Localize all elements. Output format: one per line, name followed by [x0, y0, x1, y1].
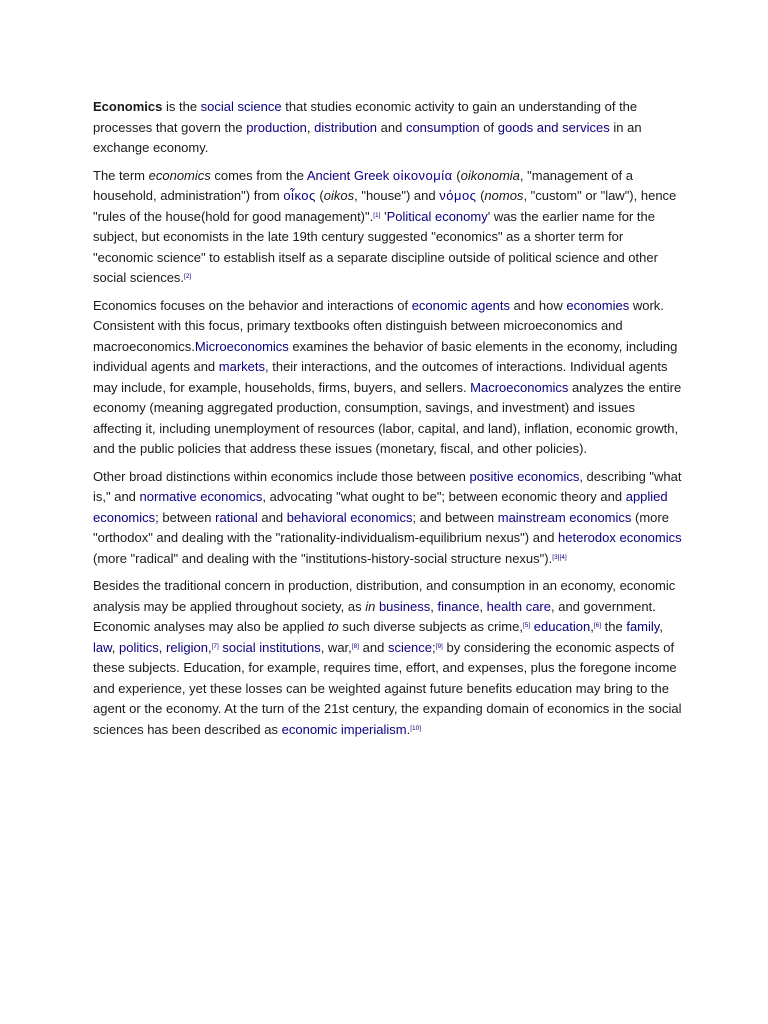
link-greek-nomos[interactable]: νόμος: [439, 188, 477, 203]
citation-7[interactable]: [7]: [211, 642, 219, 650]
paragraph-distinctions: Other broad distinctions within economics include those between positive economics, describing "what is," and normative economics, advocating "what ought to be"; between economic theory and applied economics; between rational and behavioral economics; and between mainstream economics (more "orthodox" and dealing with the "rationality-individualism-equilibrium nexus") and heterodox economics (more "radical" and dealing with the "institutions-history-social structure nexus").[3][4]: [93, 468, 682, 566]
link-ancient-greek[interactable]: Ancient Greek: [306, 167, 390, 183]
link-macroeconomics[interactable]: Macroeconomics: [470, 379, 569, 395]
link-economic-imperialism[interactable]: economic imperialism: [281, 721, 407, 737]
link-normative-economics[interactable]: normative economics: [139, 489, 263, 504]
citation-3[interactable]: [3]: [552, 553, 560, 561]
link-mainstream-economics[interactable]: mainstream economics: [497, 509, 632, 525]
citation-10[interactable]: [10]: [410, 724, 422, 732]
link-law[interactable]: law: [93, 639, 112, 655]
term-economics: economics: [148, 167, 211, 183]
link-economic-agents[interactable]: economic agents: [411, 297, 510, 313]
link-health-care[interactable]: health care: [486, 598, 551, 614]
citation-1[interactable]: [1]: [373, 211, 381, 219]
term-nomos: nomos: [484, 188, 524, 203]
term-oikonomia: oikonomia: [460, 167, 520, 183]
citation-4[interactable]: [4]: [559, 553, 567, 561]
link-applied-economics[interactable]: applied economics: [93, 489, 668, 525]
link-economies[interactable]: economies: [566, 297, 630, 313]
citation-9[interactable]: [9]: [435, 642, 443, 650]
article-body: [93, 97, 683, 747]
link-greek-oikonomia[interactable]: οἰκονομία: [392, 167, 453, 183]
link-religion[interactable]: religion: [166, 639, 208, 655]
citation-6[interactable]: [6]: [593, 622, 602, 629]
paragraph-micro-macro: Economics focuses on the behavior and interactions of economic agents and how economies work. Consistent with this focus, primary textbooks often distinguish between microeconomics and macroeconomics.Microeconomics examines the behavior of basic elements in the economy, including individual agents and markets, their interactions, and the outcomes of interactions. Individual agents may include, for example, households, firms, buyers, and sellers. Macroeconomics analyzes the entire economy (meaning aggregated production, consumption, savings, and investment) and issues affecting it, including unemployment of resources (labor, capital, and land), inflation, economic growth, and the public policies that address these issues (monetary, fiscal, and other policies).: [93, 297, 682, 456]
link-science[interactable]: science: [387, 639, 433, 655]
citation-8[interactable]: [8]: [351, 642, 360, 650]
link-family[interactable]: family: [626, 619, 660, 634]
citation-5[interactable]: [5]: [522, 622, 531, 629]
link-education[interactable]: education: [533, 619, 591, 634]
paragraph-intro: Economics is the social science that studies economic activity to gain an understanding of the processes that govern the production, distribution and consumption of goods and services in an exchange economy.: [93, 99, 642, 155]
article-title: Economics: [93, 99, 163, 114]
link-microeconomics[interactable]: Microeconomics: [194, 338, 289, 354]
emphasis-to: to: [327, 619, 339, 634]
paragraph-applications: Besides the traditional concern in production, distribution, and consumption in an economy, economic analysis may be applied throughout society, as in business, finance, health care, and government. Economic analyses may also be applied to such diverse subjects as crime,[5] education,[6] the family, law, politics, religion,[7] social institutions, war,[8] and science;[9] by considering the economic aspects of these subjects. Education, for example, requires time, effort, and expenses, plus the foregone income and experience, yet these losses can be weighted against future benefits education may bring to the agent or the economy. At the turn of the 21st century, the expanding domain of economics in the social sciences has been described as economic imperialism.[10]: [93, 578, 682, 737]
paragraph-etymology: The term economics comes from the Ancient Greek οἰκονομία (oikonomia, "management of a household, administration") from οἶκος (oikos, "house") and νόμος (nomos, "custom" or "law"), hence "rules of the house(hold for good management)".[1] 'Political economy' was the earlier name for the subject, but economists in the late 19th century suggested "economics" as a shorter term for "economic science" to establish itself as a separate discipline outside of political science and other social sciences.[2]: [93, 167, 677, 285]
link-greek-oikos[interactable]: οἶκος: [283, 188, 316, 203]
link-consumption[interactable]: consumption: [405, 119, 480, 135]
link-business[interactable]: business: [378, 598, 431, 614]
link-social-institutions[interactable]: social institutions: [222, 639, 321, 655]
link-production[interactable]: production: [246, 119, 307, 135]
link-politics[interactable]: politics: [119, 639, 159, 655]
link-distribution[interactable]: distribution: [314, 119, 378, 135]
link-social-science[interactable]: social science: [200, 99, 282, 114]
link-markets[interactable]: markets: [218, 359, 265, 374]
link-heterodox-economics[interactable]: heterodox economics: [558, 530, 682, 545]
emphasis-in: in: [365, 598, 376, 614]
citation-2[interactable]: [2]: [184, 273, 192, 280]
link-positive-economics[interactable]: positive economics: [469, 468, 580, 484]
link-behavioral-economics[interactable]: behavioral economics: [286, 509, 413, 525]
link-political-economy[interactable]: Political economy: [386, 208, 488, 224]
link-goods-and-services[interactable]: goods and services: [497, 119, 610, 135]
link-finance[interactable]: finance: [437, 598, 480, 614]
term-oikos: oikos: [323, 188, 355, 203]
link-rational[interactable]: rational: [215, 509, 258, 525]
